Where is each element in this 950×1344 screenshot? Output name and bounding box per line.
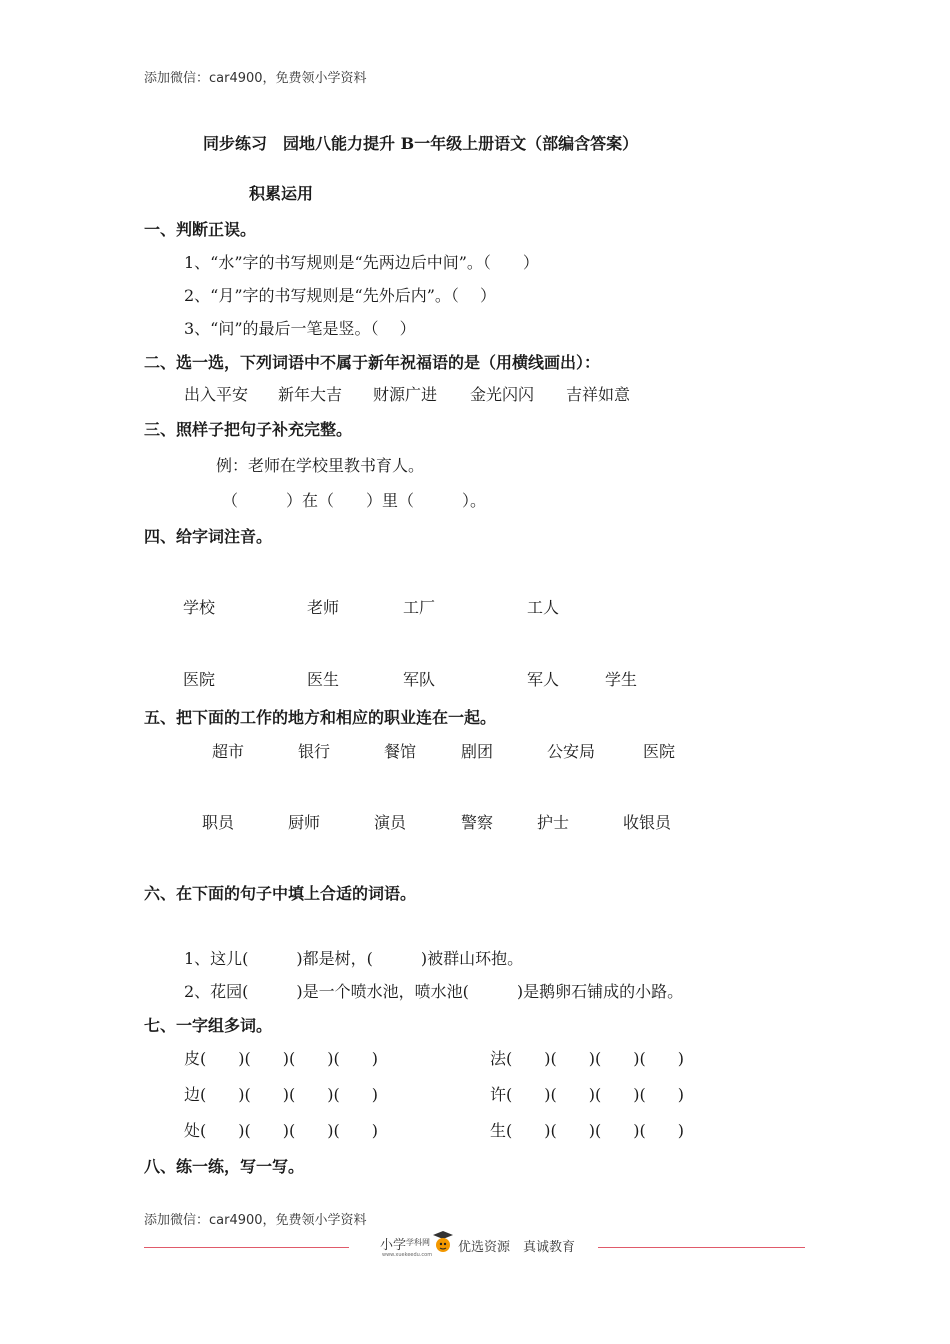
s5-place: 剧团	[461, 742, 494, 761]
s4-word: 医院	[183, 670, 216, 689]
s4-word: 老师	[307, 598, 340, 617]
s4-word: 军队	[403, 670, 436, 689]
page-title: 同步练习 园地八能力提升 B一年级上册语文（部编含答案）	[203, 134, 639, 153]
s3-blank: （ ）在（ ）里（ ）。	[222, 491, 487, 510]
s2-word: 新年大吉	[278, 385, 343, 404]
s5-job: 厨师	[288, 813, 321, 832]
graduate-bee-icon	[432, 1230, 454, 1256]
s4-word: 工人	[527, 598, 560, 617]
section-7-heading: 七、一字组多词。	[144, 1016, 273, 1035]
logo-url: www.xuekeedu.com	[382, 1252, 433, 1258]
footer-logo	[362, 1230, 582, 1260]
footer-divider-right	[598, 1247, 805, 1248]
s5-place: 超市	[212, 742, 245, 761]
s2-word: 吉祥如意	[566, 385, 631, 404]
s4-word: 工厂	[403, 598, 436, 617]
s1-item-3: 3、“问”的最后一笔是竖。（ ）	[184, 319, 416, 338]
footer-note: 添加微信：car4900，免费领小学资料	[144, 1213, 367, 1228]
s7-row-left: 皮( )( )( )( )	[184, 1049, 378, 1068]
s4-word: 学生	[605, 670, 638, 689]
s5-place: 公安局	[547, 742, 596, 761]
section-1-heading: 一、判断正误。	[144, 220, 257, 239]
s4-word: 医生	[307, 670, 340, 689]
s4-word: 学校	[183, 598, 216, 617]
s1-item-2: 2、“月”字的书写规则是“先外后内”。（ ）	[184, 286, 496, 305]
section-subtitle: 积累运用	[249, 184, 314, 203]
s7-row-right: 法( )( )( )( )	[490, 1049, 684, 1068]
logo-brand: 小学	[380, 1238, 407, 1253]
s1-item-1: 1、“水”字的书写规则是“先两边后中间”。（ ）	[184, 253, 539, 272]
section-8-heading: 八、练一练，写一写。	[144, 1157, 305, 1176]
s5-place: 银行	[298, 742, 331, 761]
s2-word: 金光闪闪	[470, 385, 535, 404]
section-6-heading: 六、在下面的句子中填上合适的词语。	[144, 884, 417, 903]
section-5-heading: 五、把下面的工作的地方和相应的职业连在一起。	[144, 708, 497, 727]
logo-brand-small: 学科网	[406, 1238, 430, 1247]
s5-job: 警察	[461, 813, 494, 832]
s5-job: 收银员	[623, 813, 672, 832]
s4-word: 军人	[527, 670, 560, 689]
s5-job: 护士	[537, 813, 570, 832]
s3-example: 例：老师在学校里教书育人。	[216, 456, 425, 475]
header-note: 添加微信：car4900，免费领小学资料	[144, 71, 367, 86]
s7-row-right: 许( )( )( )( )	[490, 1085, 684, 1104]
section-2-heading: 二、选一选，下列词语中不属于新年祝福语的是（用横线画出）：	[144, 353, 601, 372]
s5-job: 职员	[202, 813, 235, 832]
section-4-heading: 四、给字词注音。	[144, 527, 273, 546]
s6-item-2: 2、花园( )是一个喷水池，喷水池( )是鹅卵石铺成的小路。	[184, 982, 684, 1001]
logo-slogan: 优选资源 真诚教育	[458, 1240, 576, 1255]
s2-word: 财源广进	[373, 385, 438, 404]
s5-place: 餐馆	[384, 742, 417, 761]
s7-row-right: 生( )( )( )( )	[490, 1121, 684, 1140]
s5-place: 医院	[643, 742, 676, 761]
s2-word: 出入平安	[184, 385, 249, 404]
s5-job: 演员	[374, 813, 407, 832]
s7-row-left: 边( )( )( )( )	[184, 1085, 378, 1104]
section-3-heading: 三、照样子把句子补充完整。	[144, 420, 353, 439]
s6-item-1: 1、这儿( )都是树，( )被群山环抱。	[184, 949, 524, 968]
footer-divider-left	[144, 1247, 349, 1248]
s7-row-left: 处( )( )( )( )	[184, 1121, 378, 1140]
